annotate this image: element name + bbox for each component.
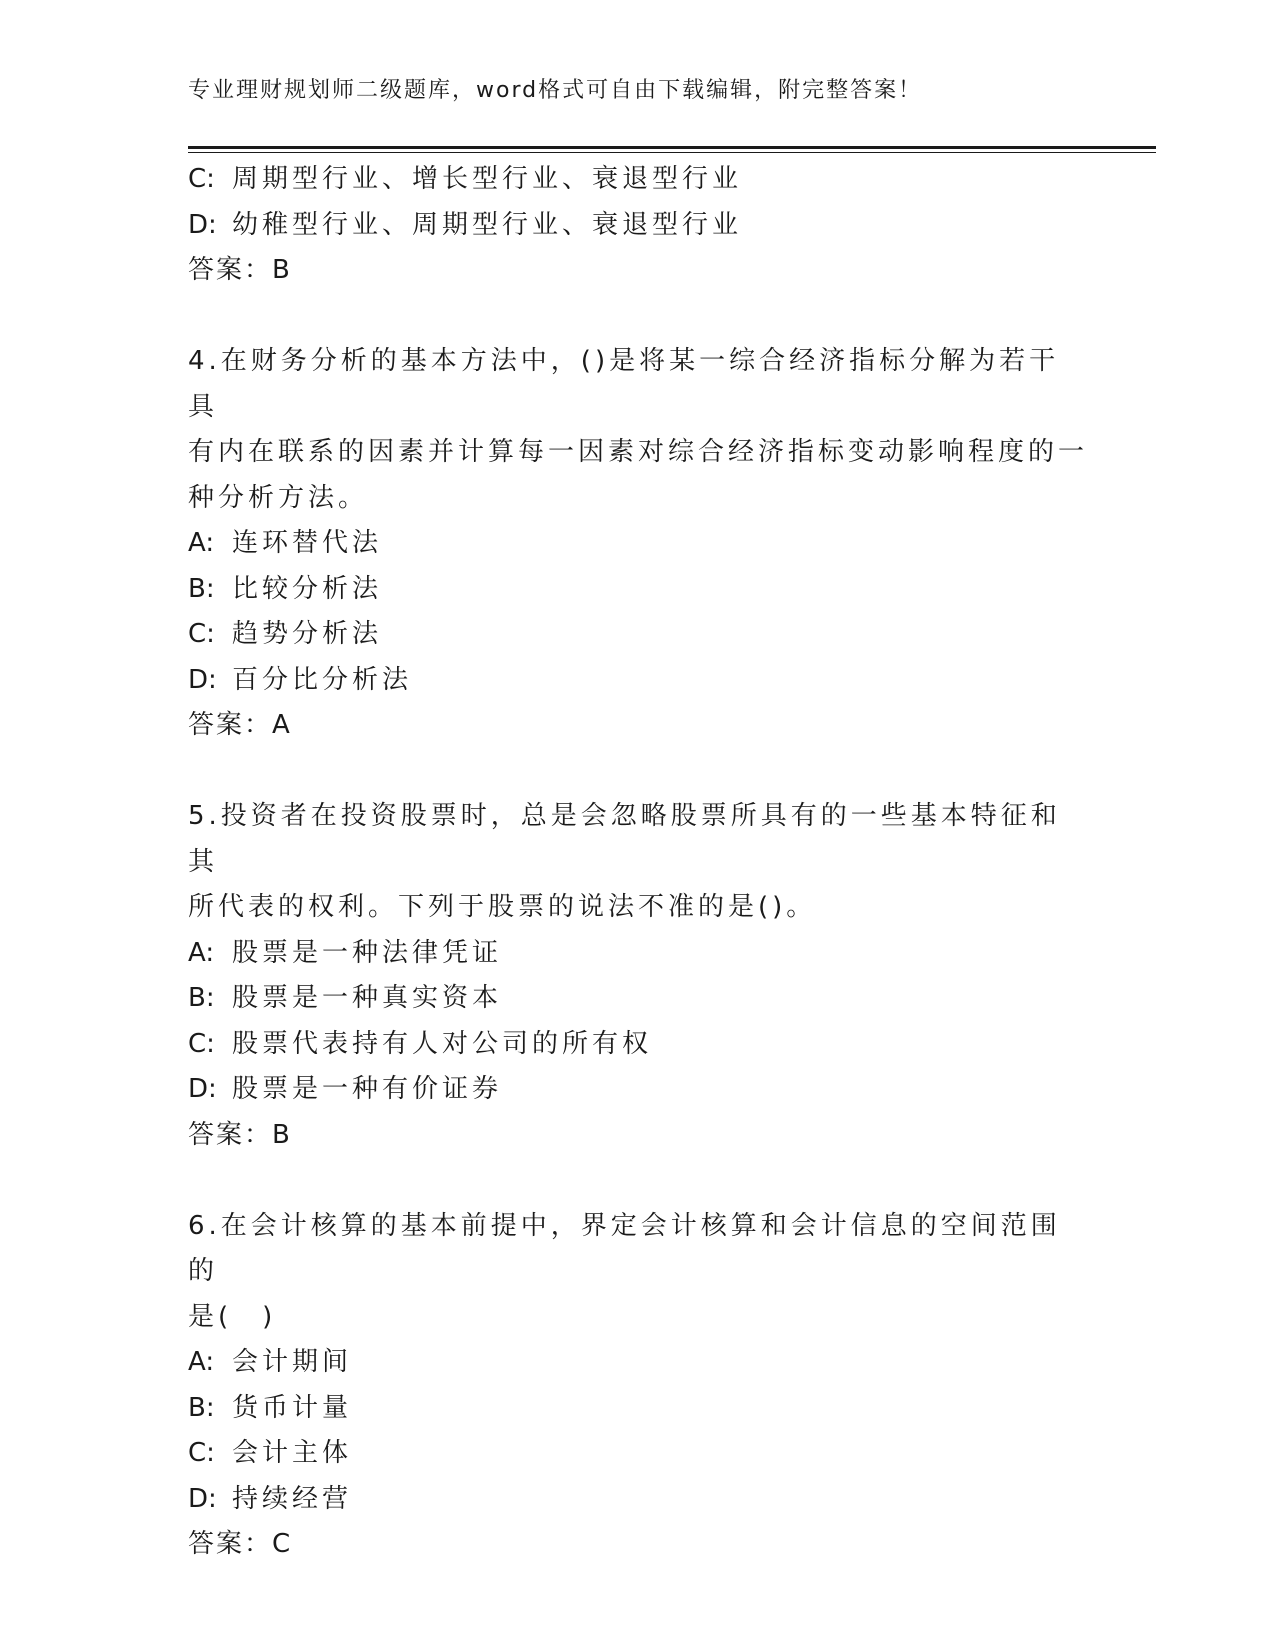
question-text-line: 4.在财务分析的基本方法中，()是将某一综合经济指标分解为若干具 [188, 346, 1060, 422]
header-rule-thin [188, 152, 1156, 153]
question-text-line: 种分析方法。 [188, 482, 369, 513]
option-letter: D: [188, 664, 217, 695]
option-d [188, 658, 1088, 704]
option-letter: A: [188, 937, 215, 968]
option-text: 幼稚型行业、周期型行业、衰退型行业 [232, 209, 743, 240]
option-a [188, 931, 1088, 977]
option-letter: C: [188, 619, 215, 649]
option-letter: B: [188, 983, 215, 1013]
question-6 [188, 1204, 1088, 1568]
spacer [188, 749, 1088, 795]
option-text: 会计主体 [232, 1438, 353, 1468]
option-letter: D: [188, 1074, 217, 1104]
document-body [188, 157, 1088, 1568]
option-text: 货币计量 [232, 1392, 353, 1423]
option-text: 股票是一种真实资本 [232, 983, 503, 1013]
option-letter: A: [188, 1347, 215, 1377]
question-3-continued [188, 157, 1088, 294]
option-text: 股票是一种法律凭证 [232, 937, 503, 968]
option-d [188, 1477, 1088, 1523]
answer-line: 答案：C [188, 1529, 293, 1559]
answer-line: 答案：B [188, 255, 292, 285]
question-5 [188, 794, 1088, 1158]
answer-line: 答案：B [188, 1119, 292, 1150]
option-text: 百分比分析法 [232, 664, 413, 695]
question-text-line: 6.在会计核算的基本前提中，界定会计核算和会计信息的空间范围的 [188, 1210, 1061, 1286]
option-letter: D: [188, 209, 217, 240]
option-letter: A: [188, 528, 215, 558]
option-text: 股票代表持有人对公司的所有权 [232, 1028, 653, 1059]
spacer [188, 294, 1088, 340]
option-text: 持续经营 [232, 1483, 353, 1514]
option-text: 会计期间 [232, 1347, 353, 1377]
spacer [188, 1158, 1088, 1204]
option-b [188, 567, 1088, 613]
question-4 [188, 339, 1088, 749]
question-text-line: 5.投资者在投资股票时，总是会忽略股票所具有的一些基本特征和其 [188, 801, 1061, 877]
option-letter: B: [188, 1392, 215, 1423]
option-b [188, 976, 1088, 1022]
question-text-line: 有内在联系的因素并计算每一因素对综合经济指标变动影响程度的一 [188, 437, 1089, 467]
option-text: 股票是一种有价证券 [232, 1074, 503, 1104]
option-letter: B: [188, 573, 215, 604]
option-c [188, 157, 1088, 203]
option-text: 趋势分析法 [232, 619, 383, 649]
option-d [188, 203, 1088, 249]
option-c [188, 612, 1088, 658]
option-letter: C: [188, 164, 215, 194]
option-a [188, 1340, 1088, 1386]
option-d [188, 1067, 1088, 1113]
option-b [188, 1386, 1088, 1432]
question-text-line: 所代表的权利。下列于股票的说法不准的是()。 [188, 892, 817, 922]
option-c [188, 1022, 1088, 1068]
option-text: 比较分析法 [232, 573, 383, 604]
option-c [188, 1431, 1088, 1477]
page-header: 专业理财规划师二级题库，word格式可自由下载编辑，附完整答案！ [188, 78, 923, 103]
option-letter: C: [188, 1438, 215, 1468]
option-a [188, 521, 1088, 567]
question-text-line: 是( ) [188, 1301, 277, 1332]
option-letter: D: [188, 1483, 217, 1514]
header-rule-thick [188, 146, 1156, 149]
option-text: 周期型行业、增长型行业、衰退型行业 [232, 164, 743, 194]
option-letter: C: [188, 1028, 215, 1059]
option-text: 连环替代法 [232, 528, 383, 558]
answer-line: 答案：A [188, 710, 292, 740]
